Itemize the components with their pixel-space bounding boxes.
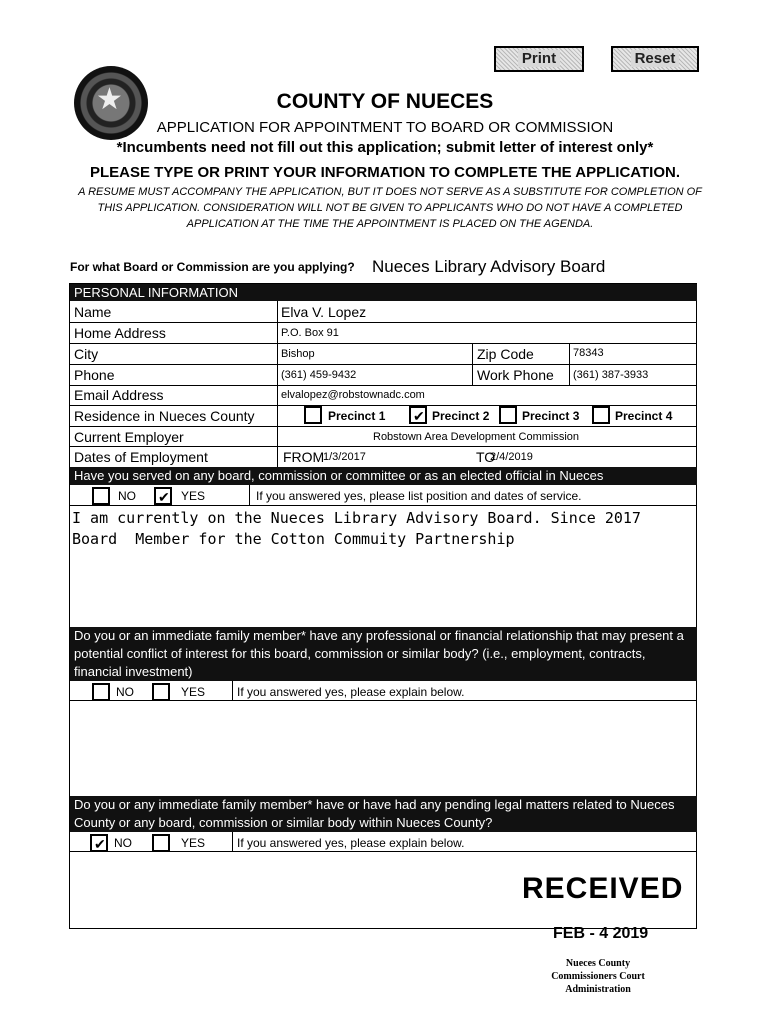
incumbents-note: *Incumbents need not fill out this application; submit letter of interest only* <box>116 139 654 156</box>
q2-yes-label: YES <box>181 685 206 699</box>
to-label: TO <box>476 449 496 465</box>
page-subtitle: APPLICATION FOR APPOINTMENT TO BOARD OR COMMISSION <box>156 119 614 136</box>
county-seal-logo: ★ <box>74 66 148 140</box>
q1-no-label: NO <box>118 489 136 503</box>
checkmark-icon: ✔ <box>158 489 170 505</box>
q2-no-label: NO <box>116 685 134 699</box>
reset-button[interactable]: Reset <box>611 46 699 72</box>
org-line-2: Commissioners Court <box>551 971 645 982</box>
email-label: Email Address <box>74 387 164 403</box>
checkmark-icon: ✔ <box>413 408 425 424</box>
q3-no-checkbox[interactable] <box>90 834 108 852</box>
from-label: FROM <box>283 449 325 465</box>
work-phone-field[interactable]: (361) 387-3933 <box>573 369 649 381</box>
q3-yes-checkbox[interactable] <box>152 834 170 852</box>
q3-no-label: NO <box>114 836 132 850</box>
dates-of-employment-label: Dates of Employment <box>74 449 208 465</box>
home-address-field[interactable]: P.O. Box 91 <box>281 327 339 339</box>
name-field[interactable]: Elva V. Lopez <box>281 304 367 320</box>
city-label: City <box>74 346 99 362</box>
employer-field[interactable]: Robstown Area Development Commission <box>373 431 580 443</box>
q1-answer-field[interactable]: I am currently on the Nueces Library Advisory Board. Since 2017 Board Member for the Cotton Commuity Partnership <box>72 509 641 548</box>
q2-header: Do you or an immediate family member* have any professional or financial relationship that may present a potential conflict of interest for this board, commission or similar body? (i.e., employment, contracts, financial investment) <box>70 627 697 681</box>
precinct-3-checkbox[interactable] <box>499 406 517 424</box>
precinct-2-label: Precinct 2 <box>432 409 490 423</box>
city-field[interactable]: Bishop <box>281 348 315 360</box>
q1-yes-label: YES <box>181 489 206 503</box>
q2-no-checkbox[interactable] <box>92 683 110 701</box>
work-phone-label: Work Phone <box>477 367 554 383</box>
org-line-3: Administration <box>565 984 631 995</box>
print-button[interactable]: Print <box>494 46 584 72</box>
received-org <box>528 957 668 996</box>
q2-instruction: If you answered yes, please explain below. <box>237 685 465 699</box>
personal-info-header: PERSONAL INFORMATION <box>70 284 697 301</box>
received-stamp: RECEIVED <box>522 872 684 905</box>
phone-label: Phone <box>74 367 115 383</box>
resume-notice: A RESUME MUST ACCOMPANY THE APPLICATION, BUT IT DOES NOT SERVE AS A SUBSTITUTE FOR COMPLETION OF THIS APPLICATION. CONSIDERATION WILL NOT BE GIVEN TO APPLICANTS WHO DO NOT HAVE A COMPLETED APPLICATION AT THE TIME THE APPOINTMENT IS PLACED ON THE AGENDA. <box>78 186 702 230</box>
received-date: FEB - 4 2019 <box>553 925 649 942</box>
precinct-1-checkbox[interactable] <box>304 406 322 424</box>
name-label: Name <box>74 304 112 320</box>
precinct-2-checkbox[interactable] <box>409 406 427 424</box>
page-title: COUNTY OF NUECES <box>276 90 494 113</box>
home-address-label: Home Address <box>74 325 166 341</box>
from-date-field[interactable]: 1/3/2017 <box>323 451 366 463</box>
q3-instruction: If you answered yes, please explain below. <box>237 836 465 850</box>
q2-yes-checkbox[interactable] <box>152 683 170 701</box>
board-answer[interactable]: Nueces Library Advisory Board <box>372 257 606 276</box>
precinct-4-label: Precinct 4 <box>615 409 673 423</box>
to-date-field[interactable]: 2/4/2019 <box>490 451 533 463</box>
precinct-1-label: Precinct 1 <box>328 409 386 423</box>
checkmark-icon: ✔ <box>94 836 106 852</box>
board-question-label: For what Board or Commission are you applying? <box>70 260 355 274</box>
phone-field[interactable]: (361) 459-9432 <box>281 369 357 381</box>
q3-yes-label: YES <box>181 836 206 850</box>
zip-code-label: Zip Code <box>477 346 534 362</box>
email-field[interactable]: elvalopez@robstownadc.com <box>281 389 425 401</box>
org-line-1: Nueces County <box>565 958 631 969</box>
precinct-4-checkbox[interactable] <box>592 406 610 424</box>
q1-instruction: If you answered yes, please list position and dates of service. <box>256 489 582 503</box>
instruction-text: PLEASE TYPE OR PRINT YOUR INFORMATION TO COMPLETE THE APPLICATION. <box>89 164 681 181</box>
zip-code-field[interactable]: 78343 <box>573 347 604 359</box>
residence-label: Residence in Nueces County <box>74 408 255 424</box>
q1-header: Have you served on any board, commission or committee or as an elected official in Nueces <box>70 467 697 485</box>
q1-no-checkbox[interactable] <box>92 487 110 505</box>
precinct-3-label: Precinct 3 <box>522 409 580 423</box>
q3-header: Do you or any immediate family member* have or have had any pending legal matters related to Nueces County or any board, commission or similar body within Nueces County? <box>70 796 697 832</box>
employer-label: Current Employer <box>74 429 184 445</box>
q1-yes-checkbox[interactable] <box>154 487 172 505</box>
